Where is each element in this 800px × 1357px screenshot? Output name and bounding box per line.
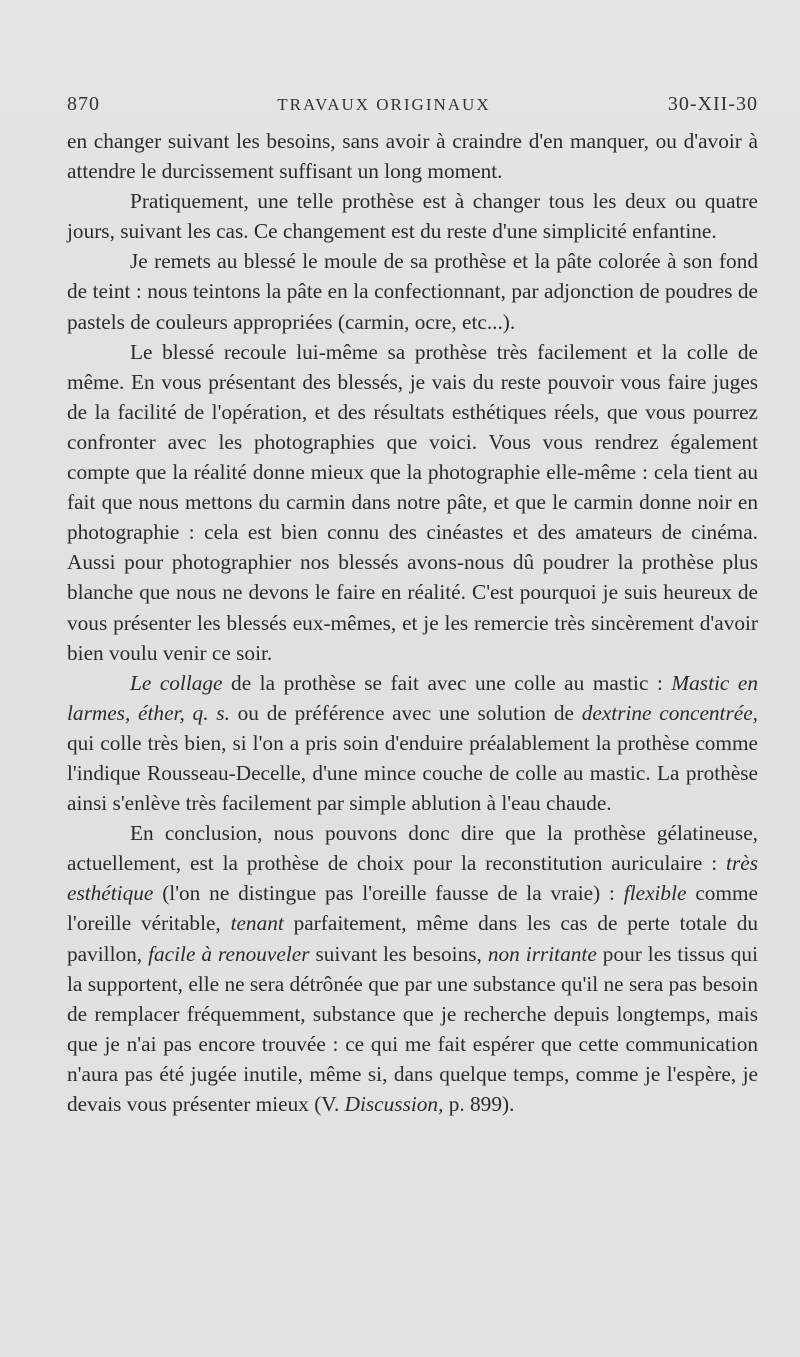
- text-run: Je remets au blessé le moule de sa prothèse et la pâte colorée à son fond de teint : nous teintons la pâte en la confectionnant, par adjonction de poudres de pastels de couleurs appropriées (carmin, ocre, etc...).: [67, 249, 758, 334]
- italic-text: Discussion,: [344, 1092, 444, 1116]
- text-run: suivant les besoins,: [309, 941, 488, 966]
- running-header: [67, 93, 758, 116]
- text-run: Le blessé recoule lui-même sa prothèse très facilement et la colle de même. En vous présentant des blessés, je vais du reste pouvoir vous faire juges de la facilité de l'opération, et des résultats esthétiques réels, que vous pourrez confronter avec les photographies que voici. Vous vous rendrez également compte que la réalité donne mieux que la photographie elle-même : cela tient au fait que nous mettons du carmin dans notre pâte, et que le carmin donne noir en photographie : cela est bien connu des cinéastes et des amateurs de cinéma. Aussi pour photographier nos blessés avons-nous dû poudrer la prothèse plus blanche que nous ne devons le faire en réalité. C'est pourquoi je suis heureux de vous présenter les blessés eux-mêmes, et je les remercie très sincèrement d'avoir bien voulu venir ce soir.: [67, 339, 758, 665]
- page-number: 870: [67, 93, 100, 115]
- text-run: pour les tissus qui la supportent, elle ne sera détrônée que par une substance qu'il ne sera pas besoin de remplacer fréquemment, substance que je recherche depuis longtemps, mais que je n'ai pas encore trouvée : ce qui me fait espérer que cette communication n'aura pas été jugée inutile, même si, dans quelque temps, comme je l'espère, je devais vous présenter mieux (V.: [67, 941, 758, 1116]
- italic-text: tenant: [230, 911, 284, 936]
- text-run: qui colle très bien, si l'on a pris soin d'enduire préalablement la prothèse comme l'indique Rousseau-Decelle, d'une mince couche de colle au mastic. La prothèse ainsi s'enlève très facilement par simple ablution à l'eau chaude.: [67, 730, 758, 816]
- issue-date: 30-XII-30: [667, 93, 758, 115]
- italic-text: facile à renouveler: [148, 941, 310, 966]
- italic-text: Le collage: [130, 670, 223, 695]
- running-title: TRAVAUX ORIGINAUX: [277, 95, 491, 114]
- paragraph: [67, 337, 758, 668]
- text-run: parfaitement, même dans les cas de perte totale du pavillon,: [67, 911, 759, 966]
- text-run: en changer suivant les besoins, sans avoir à craindre d'en manquer, ou d'avoir à attendre le durcissement suffisant un long moment.: [67, 129, 758, 184]
- italic-text: Mastic en larmes, éther, q. s.: [67, 670, 758, 725]
- paragraph: [67, 126, 758, 186]
- text-run: En conclusion, nous pouvons donc dire que la prothèse gélatineuse, actuellement, est la prothèse de choix pour la reconstitution auriculaire :: [67, 821, 758, 876]
- text-run: ou de préférence avec une solution de: [229, 700, 582, 725]
- text-run: Pratiquement, une telle prothèse est à changer tous les deux ou quatre jours, suivant les cas. Ce changement est du reste d'une simplicité enfantine.: [67, 189, 758, 244]
- italic-text: flexible: [623, 881, 687, 906]
- text-run: p. 899).: [443, 1092, 515, 1116]
- body-text: [67, 126, 758, 1119]
- italic-text: non irritante: [487, 941, 597, 966]
- paragraph: [67, 818, 758, 1119]
- paragraph: [67, 246, 758, 336]
- paragraph: [67, 668, 758, 818]
- text-run: de la prothèse se fait avec une colle au mastic :: [222, 670, 672, 695]
- italic-text: très esthétique: [67, 851, 758, 906]
- italic-text: dextrine concentrée,: [581, 700, 758, 725]
- text-run: (l'on ne distingue pas l'oreille fausse de la vraie) :: [153, 881, 624, 906]
- paragraph: [67, 186, 758, 246]
- text-run: comme l'oreille véritable,: [67, 881, 758, 936]
